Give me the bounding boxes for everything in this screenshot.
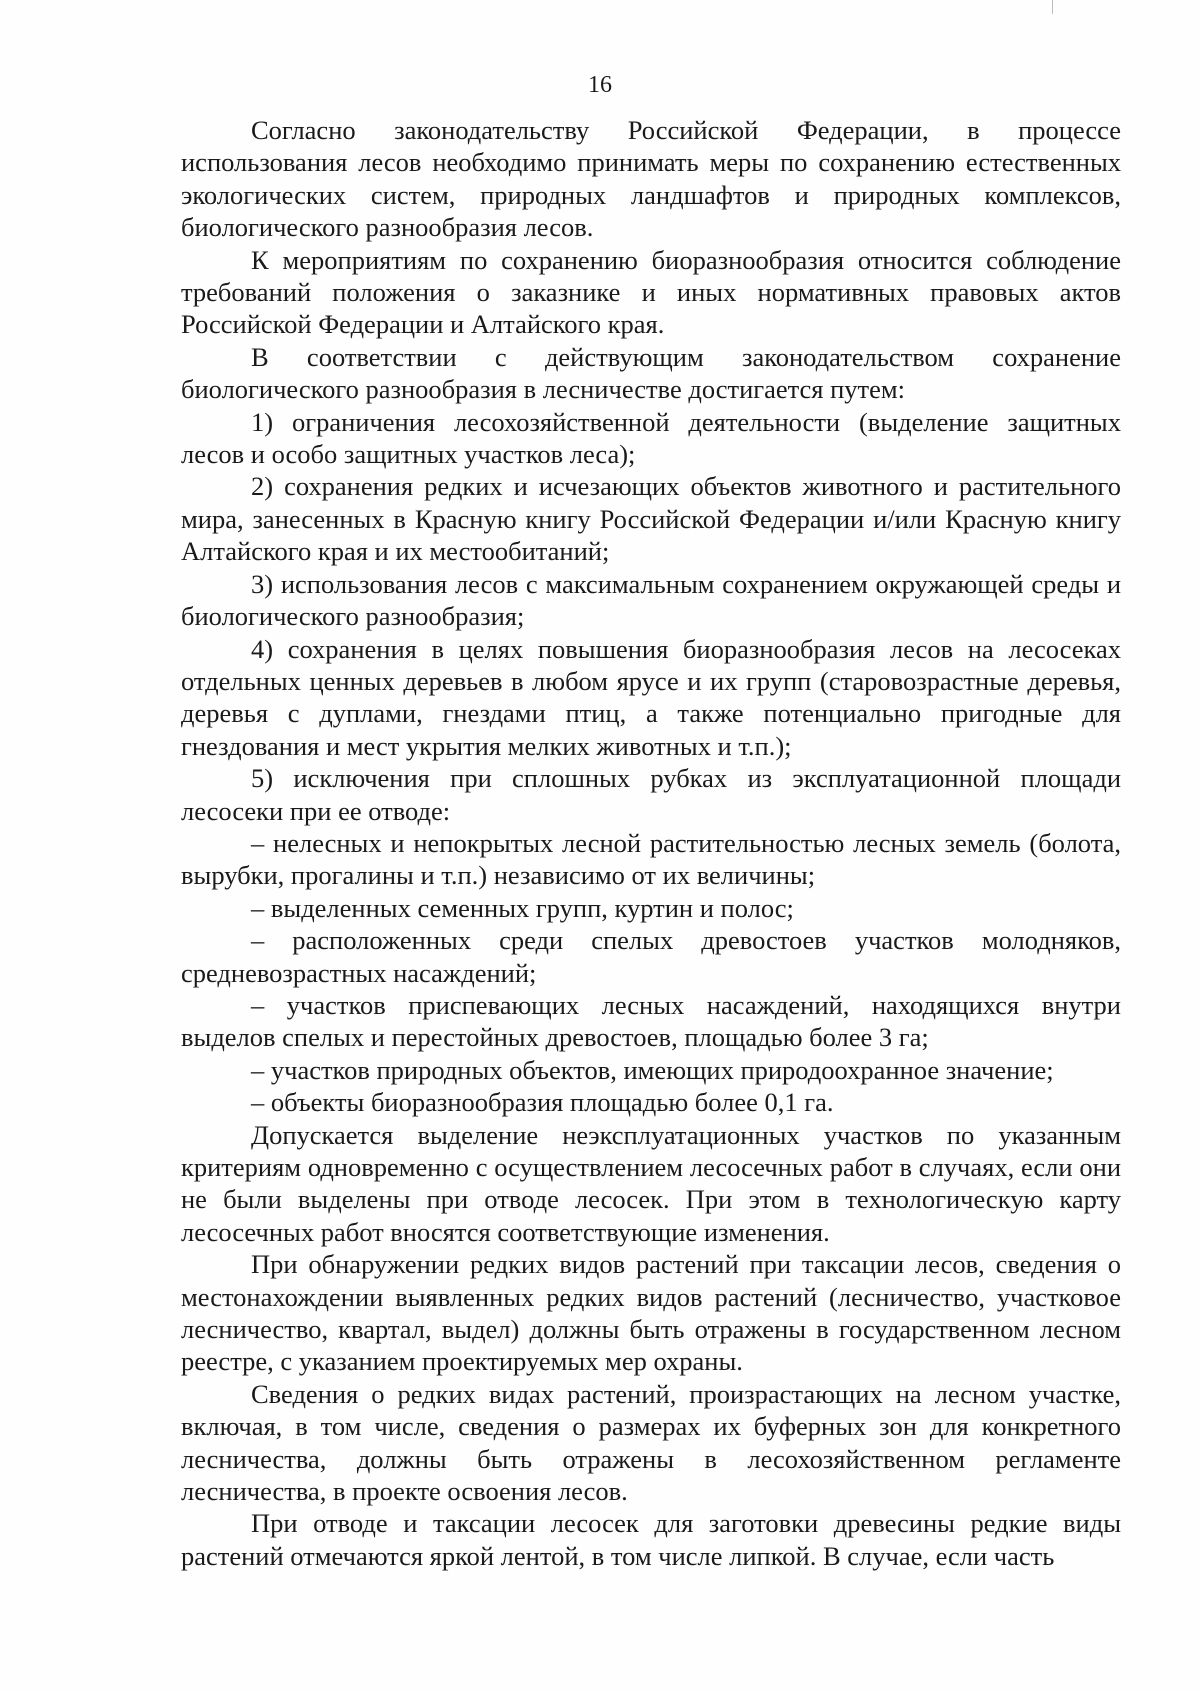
- dash-item: – объекты биоразнообразия площадью более 0,1 га.: [251, 1087, 834, 1118]
- paragraph: В соответствии с действующим законодательством сохранение биологического разнообразия в лесничестве достигается путем:: [181, 341, 1121, 405]
- paragraph: При отводе и таксации лесосек для заготовки древесины редкие виды растений отмечаются яркой лентой, в том числе липкой. В случае, если часть: [181, 1508, 1121, 1571]
- list-item: 2) сохранения редких и исчезающих объектов животного и растительного мира, занесенных в Красную книгу Российской Федерации и/или Красную книгу Алтайского края и их местообитаний;: [181, 471, 1121, 567]
- document-body: [181, 114, 1121, 1572]
- paragraph: Согласно законодательству Российской Федерации, в процессе использования лесов необходимо принимать меры по сохранению естественных экологических систем, природных ландшафтов и природных комплексов, биологического разнообразия лесов.: [181, 115, 1121, 243]
- list-item: 5) исключения при сплошных рубках из эксплуатационной площади лесосеки при ее отводе:: [181, 763, 1121, 826]
- dash-item: – расположенных среди спелых древостоев участков молодняков, средневозрастных насаждений;: [181, 925, 1121, 988]
- dash-item: – участков природных объектов, имеющих природоохранное значение;: [251, 1054, 1054, 1085]
- paragraph: При обнаружении редких видов растений при таксации лесов, сведения о местонахождении выявленных редких видов растений (лесничество, участковое лесничество, квартал, выдел) должны быть отражены в государственном лесном реестре, с указанием проектируемых мер охраны.: [181, 1249, 1121, 1377]
- paragraph: К мероприятиям по сохранению биоразнообразия относится соблюдение требований положения о заказнике и иных нормативных правовых актов Российской Федерации и Алтайского края.: [181, 244, 1121, 340]
- dash-item: – участков приспевающих лесных насаждений, находящихся внутри выделов спелых и перестойных древостоев, площадью более 3 га;: [181, 989, 1121, 1053]
- paragraph: Допускается выделение неэксплуатационных участков по указанным критериям одновременно с осуществлением лесосечных работ в случаях, если они не были выделены при отводе лесосек. При этом в технологическую карту лесосечных работ вносятся соответствующие изменения.: [181, 1119, 1121, 1247]
- list-item: 3) использования лесов с максимальным сохранением окружающей среды и биологического разнообразия;: [181, 568, 1121, 632]
- scan-mark: [1052, 0, 1053, 14]
- dash-item: – выделенных семенных групп, куртин и полос;: [251, 892, 794, 923]
- page-number: 16: [588, 72, 612, 98]
- paragraph: Сведения о редких видах растений, произрастающих на лесном участке, включая, в том числе, сведения о размерах их буферных зон для конкретного лесничества, должны быть отражены в лесохозяйственном регламенте лесничества, в проекте освоения лесов.: [181, 1378, 1121, 1507]
- dash-item: – нелесных и непокрытых лесной растительностью лесных земель (болота, вырубки, прогалины и т.п.) независимо от их величины;: [181, 827, 1121, 891]
- list-item: 1) ограничения лесохозяйственной деятельности (выделение защитных лесов и особо защитных участков леса);: [181, 406, 1121, 470]
- list-item: 4) сохранения в целях повышения биоразнообразия лесов на лесосеках отдельных ценных деревьев в любом ярусе и их групп (старовозрастные деревья, деревья с дуплами, гнездами птиц, а также потенциально пригодные для гнездования и мест укрытия мелких животных и т.п.);: [181, 633, 1121, 761]
